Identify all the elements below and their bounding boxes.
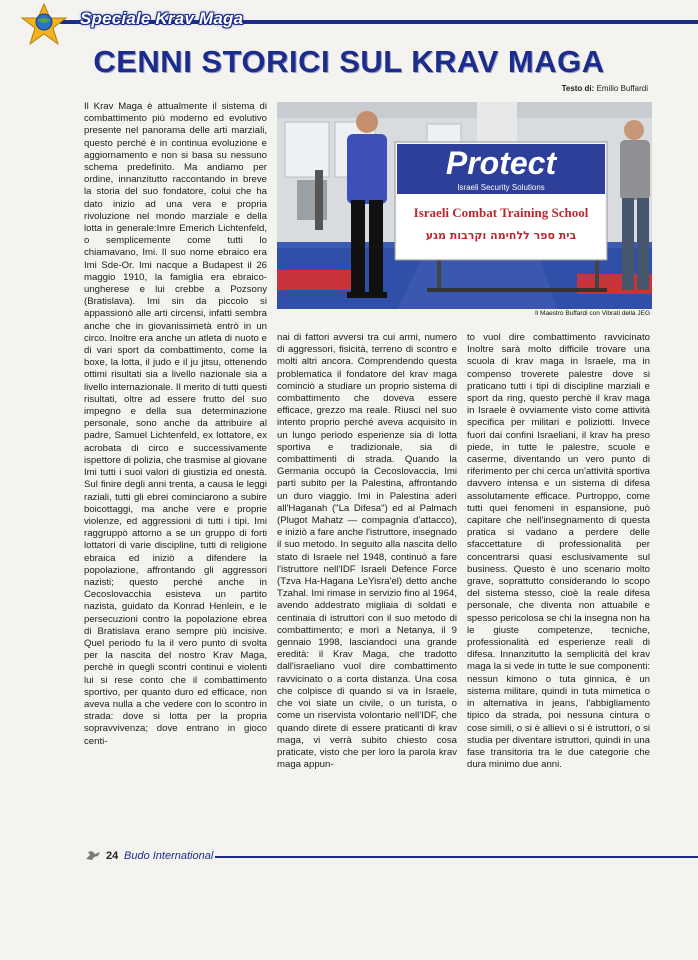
- fighter-silhouette-icon: [84, 849, 102, 861]
- page-number: 24: [106, 850, 119, 862]
- footer-rule: [215, 856, 698, 858]
- column-2-text: nai di fattori avversi tra cui armi, numero di aggressori, fisicità, terreno di scontro e molti altri ancora. Comprendendo questa problematica il fondatore del krav maga cominciò a studiare un proprio sistema di combattimento che doveva essere efficace, grezzo ma reale. Riuscì nel suo intento proprio perché aveva acquisito in un lungo periodo esperienze sia di lotta sportiva e tradizionale, sia di combattimenti di strada. Quando la Germania occupò la Cecoslovaccia, Imi partì subito per la Palestina, affrontando un duro viaggio. Imi in Palestina aderì all'Haganah ("La Difesa") ed al Palmach (Plugot Mahatz — compagnia d'attacco), e iniziò a fare anche l'istruttore, insegnado il suo metodo. In seguito alla nascita dello stato di Israele nel 1948, continuò a fare l'istruttore nell'IDF Israeli Defence Force (Tzva Ha-Hagana LeYisra'el) detto anche Tzahal. Imi rimase in servizio fino al 1964, avendo addestrato migliaia di soldati e centinaia di istruttori con il suo metodo di combattimento; e morì a Netanya, il 9 gennaio 1998, lasciandoci una grande eredità: il Krav Maga, che tradotto dall'israeliano vuol dire combattimento ravvicinato o a corta distanza. Una cosa che colpisce di quando si va in Israele, che voi siate un civile, o un turista, o come un riservista volontario nell'IDF, che quando direte di essere praticanti di krav maga, vi verrà subito chiesto cosa praticate, visto che per loro la parola krav maga appun-: [277, 332, 457, 771]
- sign-brand: Protect: [445, 145, 557, 181]
- star-logo-icon: [18, 2, 70, 46]
- article-column-2: [277, 332, 457, 830]
- magazine-name: Budo International: [124, 850, 214, 862]
- page-title: CENNI STORICI SUL KRAV MAGA: [93, 44, 605, 79]
- article-column-1: [84, 101, 267, 829]
- sign-hebrew: בית ספר ללחימה וקרבות מגע: [425, 229, 577, 242]
- byline-label: Testo di:: [561, 84, 595, 93]
- page-header: [0, 0, 698, 34]
- column-1-text: Il Krav Maga è attualmente il sistema di combattimento più moderno ed evolutivo presente nel panorama delle arti marziali, questo perché è in continua evoluzione e aggiornamento e non si basa su nessuno schema predefinito. Ma andiamo per ordine, innanzitutto raccontando in breve la storia del suo fondatore, colui che ha dato inizio ad una vera e propria rivoluzione nel mondo marziale e della lotta in generale:Imre Emerich Lichtenfeld, o semplicemente come tutti lo chiamavano, Imi. Il suo nome ebraico era Imi Sde-Or. Imi nacque a Budapest il 26 maggio 1910, la famiglia era ebraico-ungherese e lui crebbe a Pozsony (Bratislava). Imi sin da piccolo si appassionò alle arti circensi, infatti sembra anche che in giovanissimetà entrò in un circo. Inoltre era anche un atleta di nuoto e di vari sport da combattimento, come la boxe, la lotta, il judo e il ju jitsu, ottenendo ottimi risultati sia a livello nazionale sia a livello internazionale. Il merito di tutti questi risultati, oltre ad essere frutto del suo impegno e della sua determinazione personale, sono anche da attribuire al padre, Samuel Lichtenfeld, ex lottatore, ex acrobata di circo e successivamente ispettore di polizia, che trasmise al giovane Imi tutti i suoi valori di giustizia ed onestà. Sul finire degli anni trenta, a causa le leggi raziali, tutti gli ebrei cominciarono a subire boicottaggi, ma anche vere e proprie violenze, ed aggressioni di tutti i tipi. Imi raggruppò attorno a se un gruppo di forti lottatori di varie discipline, tutti di religione ebraica ed iniziò a difendere la popolazione, affrontando gli aggressori nazisti; questo perché anche in Cecoslovacchia esisteva un partito nazista, guidato da Konrad Henlein, e le persecuzioni contro la popolazione ebrea di Bratislava erano sempre più incisive. Quel periodo fu la il vero punto di svolta per la nascita del nostro Krav Maga, perchè in quegli scontri continui e violenti lui si rese conto che il combattimento sportivo, per quanto duro ed efficace, non aveva nulla a che vedere con lo scontro in strada: dove si lotta per la propria sopravvivenza; dove entrano in gioco centi-: [84, 101, 267, 747]
- sign-school: Israeli Combat Training School: [413, 205, 589, 220]
- article-column-3: [467, 332, 650, 830]
- page-footer: [0, 846, 698, 866]
- photo-caption: Il Maestro Buffardi con Vibrati della JEG: [534, 310, 650, 317]
- byline: [562, 84, 648, 93]
- photo-illustration: [277, 102, 652, 309]
- byline-author: Emilio Buffardi: [596, 84, 648, 93]
- article-photo: [277, 102, 652, 309]
- section-tag: Speciale Krav Maga: [80, 9, 244, 28]
- sign-tagline: Israeli Security Solutions: [457, 183, 545, 192]
- column-3-text: to vuol dire combattimento ravvicinato Inoltre sarà molto difficile trovare una scuola di krav maga in Israele, ma in compenso troverete palestre dove si praticano tutti i tipi di discipline marziali e sport da ring, questo perchè il krav maga in Israele è ovviamente visto come attività specifica per militari e poliziotti. Invece fuori dai confini Israeliani, il krav ha preso piede, in tutte le palestre, scuole e caserme, diventando un vero punto di riferimento per chi cerca un'attività sportiva davvero intensa e un sistema di difesa assolutamente efficace. Purtroppo, come tutti quei fenomeni in espansione, può capitare che nell'insegnamento di questa pratica si vadano a perdere delle sfaccettature di professionalità per concentrarsi quasi esclusivamente sul business. Questo è uno scenario molto grave, soprattutto considerando lo scopo del sistema stesso, cioè la reale difesa personale, che diventa non attuabile e spesso pericolosa se chi la insegna non ha le giuste competenze, tecniche, professionalità ed esperienze reali di difesa. Innanzitutto la semplicità del krav maga la si vede in tutte le sue componenti: nessun kimono o tuta ginnica, è un sistema militare, quindi in tuta mimetica o in alternativa in jeans, l'abbigliamento tipico da strada, poi nessuna cintura o cose simili, o si è allievi o si è istruttori, o si studia per diventare istruttori, quindi in una fase transitoria tra le due categorie che dura minimo due anni.: [467, 332, 650, 771]
